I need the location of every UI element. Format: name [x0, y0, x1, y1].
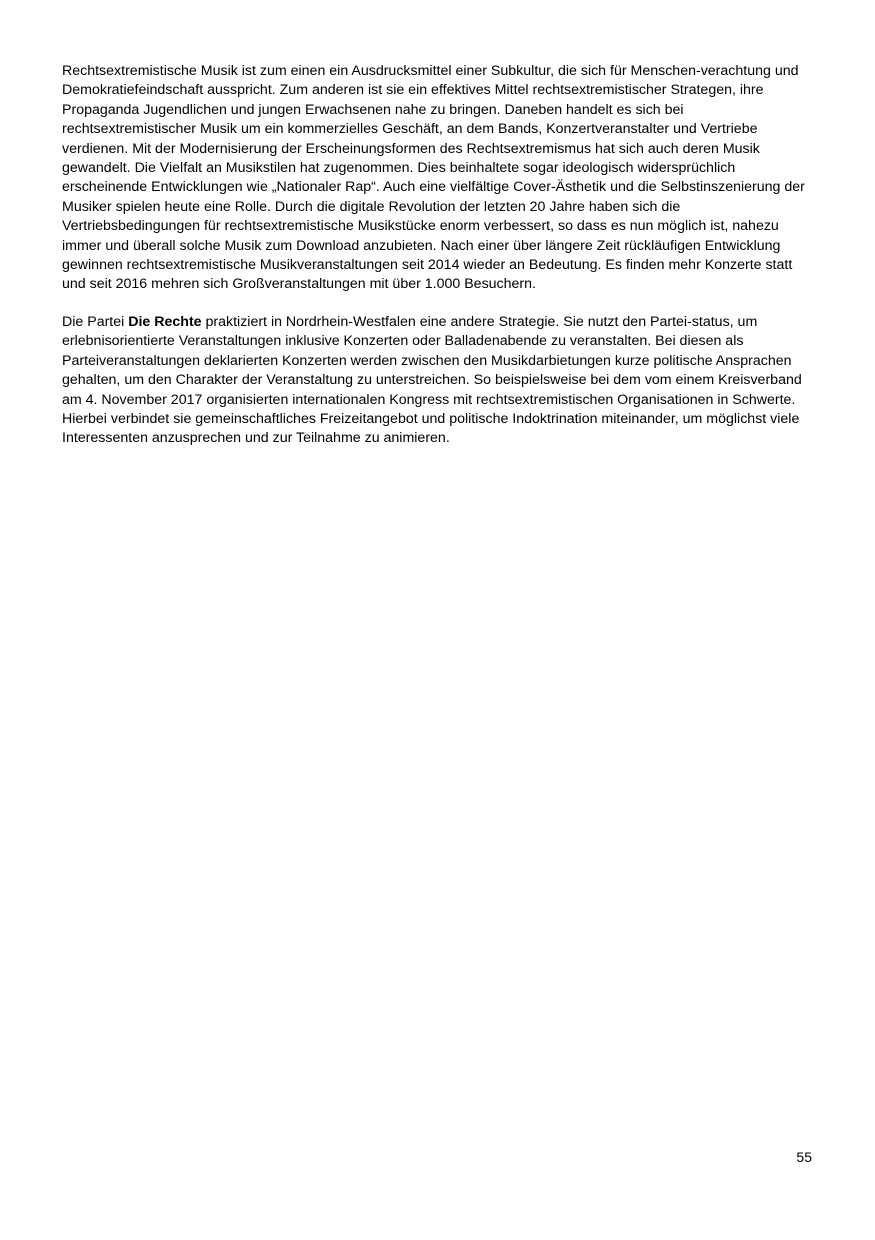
page-content [62, 62, 814, 449]
page-number: 55 [796, 1149, 812, 1165]
paragraph-die-rechte-prefix: Die Partei [62, 313, 129, 330]
party-name-bold: Die Rechte [128, 313, 202, 330]
paragraph-die-rechte-suffix: praktiziert in Nordrhein-Westfalen eine andere Strategie. Sie nutzt den Partei-status, um erlebnisorientierte Veranstaltungen inklusive Konzerten oder Balladenabende zu veranstalten. Bei diesen als Parteiveranstaltungen deklarierten Konzerten werden zwischen den Musikdarbietungen kurze politische Ansprachen gehalten, um den Charakter der Veranstaltung zu unterstreichen. So beispielsweise bei dem vom einem Kreisverband am 4. November 2017 organisierten internationalen Kongress mit rechtsextremistischen Organisationen in Schwerte. Hierbei verbindet sie gemeinschaftliches Freizeitangebot und politische Indoktrination miteinander, um möglichst viele Interessenten anzusprechen und zur Teilnahme zu animieren. [62, 313, 802, 447]
paragraph-die-rechte [62, 313, 814, 449]
paragraph-music: Rechtsextremistische Musik ist zum einen ein Ausdrucksmittel einer Subkultur, die sich für Menschen-verachtung und Demokratiefeindschaft ausspricht. Zum anderen ist sie ein effektives Mittel rechtsextremistischer Strategen, ihre Propaganda Jugendlichen und jungen Erwachsenen nahe zu bringen. Daneben handelt es sich bei rechtsextremistischer Musik um ein kommerzielles Geschäft, an dem Bands, Konzertveranstalter und Vertriebe verdienen. Mit der Modernisierung der Erscheinungsformen des Rechtsextremismus hat sich auch deren Musik gewandelt. Die Vielfalt an Musikstilen hat zugenommen. Dies beinhaltete sogar ideologisch widersprüchlich erscheinende Entwicklungen wie „Nationaler Rap“. Auch eine vielfältige Cover-Ästhetik und die Selbstinszenierung der Musiker spielen heute eine Rolle. Durch die digitale Revolution der letzten 20 Jahre haben sich die Vertriebsbedingungen für rechtsextremistische Musikstücke enorm verbessert, so dass es nun möglich ist, nahezu immer und überall solche Musik zum Download anzubieten. Nach einer über längere Zeit rückläufigen Entwicklung gewinnen rechtsextremistische Musikveranstaltungen seit 2014 wieder an Bedeutung. Es finden mehr Konzerte statt und seit 2016 mehren sich Großveranstaltungen mit über 1.000 Besuchern. [62, 63, 805, 293]
